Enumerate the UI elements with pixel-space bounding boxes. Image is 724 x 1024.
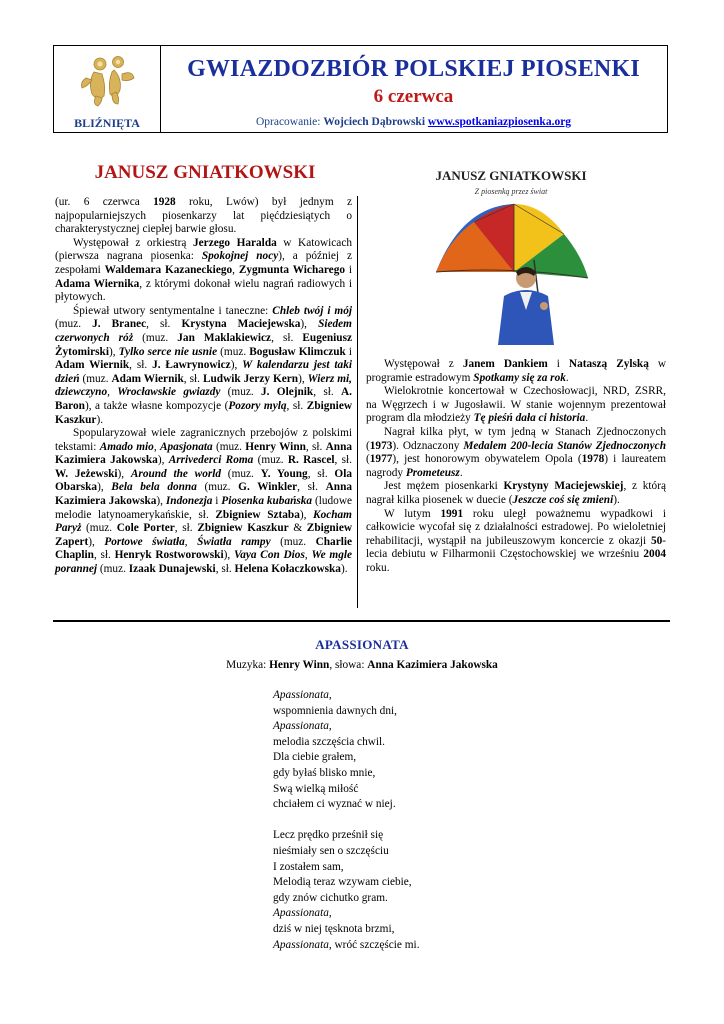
- credits-prefix: Opracowanie:: [255, 116, 324, 128]
- lyric-line: Dla ciebie grałem,: [273, 751, 357, 764]
- lyric-line: chciałem ci wyznać w niej.: [273, 798, 396, 811]
- page-title: GWIAZDOZBIÓR POLSKIEJ PIOSENKI: [187, 56, 640, 82]
- bio-paragraph: W lutym 1991 roku uległ poważnemu wypadkowi i całkowicie wycofał się z działalności estradowej. Po wieloletniej rehabilitacji, wystąpił na jubileuszowym koncercie z okazji 50-lecia debiutu w Filharmonii Częstochowskiej we wrześniu 2004 roku.: [366, 507, 666, 574]
- website-link[interactable]: www.spotkaniazpiosenka.org: [427, 116, 572, 128]
- lyric-line: Apassionata,: [273, 907, 332, 920]
- zodiac-cell: [54, 46, 161, 132]
- bio-paragraph: (ur. 6 czerwca 1928 roku, Lwów) był jednym z najpopularniejszych piosenkarzy lat pięćdziesiątych o charakterystycznej ciepłej barwie głosu.: [55, 196, 352, 236]
- song-credits: [0, 659, 724, 671]
- bio-left-column: [55, 196, 352, 577]
- section-divider: [53, 620, 670, 622]
- lyric-line: Melodią teraz wzywam ciebie,: [273, 876, 412, 889]
- lyric-line: melodia szczęścia chwil.: [273, 735, 385, 748]
- artist-heading: JANUSZ GNIATKOWSKI: [94, 162, 316, 183]
- page-header: [53, 45, 668, 133]
- column-divider: [357, 196, 358, 608]
- bio-paragraph: Nagrał kilka płyt, w tym jedną w Stanach Zjednoczonych (1973). Odznaczony Medalem 200-lecia Stanów Zjednoczonych (1977), jest honorowym obywatelem Opola (1978) i laureatem nagrody Prometeusz.: [366, 425, 666, 479]
- bio-paragraph: Występował z Janem Dankiem i Nataszą Zylską w programie estradowym Spotkamy się za rok.: [366, 358, 667, 384]
- lyric-line: Apassionata, wróć szczęście mi.: [273, 938, 420, 951]
- author-name: Wojciech Dąbrowski: [323, 116, 426, 128]
- words-author: Anna Kazimiera Jakowska: [367, 659, 498, 671]
- album-cover-photo: [422, 160, 600, 345]
- lyric-line: Apassionata,: [273, 720, 332, 733]
- lyric-line: nieśmiały sen o szczęściu: [273, 844, 389, 857]
- photo-caption-title: JANUSZ GNIATKOWSKI: [435, 168, 587, 183]
- photo-caption-subtitle: Z piosenką przez świat: [474, 187, 548, 196]
- credits-line: [160, 116, 667, 128]
- lyric-line: I zostałem sam,: [273, 860, 344, 873]
- bio-right-column: [366, 358, 666, 576]
- lyric-line: Apassionata,: [273, 689, 332, 701]
- song-title: APASSIONATA: [315, 637, 409, 652]
- bio-paragraph: Spopularyzował wiele zagranicznych przebojów z polskimi tekstami: Amado mio, Apasjonata (muz. Henry Winn, sł. Anna Kazimiera Jakowska), Arrivederci Roma (muz. R. Rascel, sł. W. Jeżewski), Around the world (muz. Y. Young, sł. Ola Obarska), Bela bela donna (muz. G. Winkler, sł. Anna Kazimiera Jakowska), Indonezja i Piosenka kubańska (ludowe melodie latynoamerykańskie, sł. Zbigniew Sztaba), Kocham Paryż (muz. Cole Porter, sł. Zbigniew Kaszkur & Zbigniew Zapert), Portowe światła, Światła rampy (muz. Charlie Chaplin, sł. Henryk Rostworowski), Vaya Con Dios, We mgle porannej (muz. Izaak Dunajewski, sł. Helena Kołaczkowska).: [55, 427, 353, 576]
- music-label: Muzyka:: [226, 659, 270, 671]
- lyric-line: wspomnienia dawnych dni,: [273, 704, 397, 717]
- bio-paragraph: Wielokrotnie koncertował w Czechosłowacji, NRD, ZSRR, na Węgrzech i w Jugosławii. W stanie wojennym prezentował program dla młodzieży Tę pieśń dała ci historia.: [366, 385, 666, 425]
- music-author: Henry Winn: [269, 659, 330, 671]
- bio-paragraph: Śpiewał utwory sentymentalne i taneczne: Chleb twój i mój (muz. J. Branec, sł. Krystyna Maciejewska), Siedem czerwonych róż (muz. Jan Maklakiewicz, sł. Eugeniusz Żytomirski), Tylko serce nie usnie (muz. Bogusław Klimczuk i Adam Wiernik, sł. J. Ławrynowicz), W kalendarzu jest taki dzień (muz. Adam Wiernik, sł. Ludwik Jerzy Kern), Wierz mi, dziewczyno, Wrocławskie gwiazdy (muz. J. Olejnik, sł. A. Baron), a także własne kompozycje (Pozory mylą, sł. Zbigniew Kaszkur).: [55, 304, 353, 426]
- page-date: 6 czerwca: [373, 86, 454, 107]
- lyric-line: dziś w niej tęsknota brzmi,: [273, 922, 395, 935]
- song-lyrics: [273, 688, 420, 953]
- bio-paragraph: Występował z orkiestrą Jerzego Haralda w Katowicach (pierwsza nagrana piosenka: Spokojnej nocy), a później z zespołami Waldemara Kazaneckiego, Zygmunta Wicharego i Adama Wiernika, z którymi dokonał wielu nagrań radiowych i płytowych.: [55, 236, 352, 304]
- words-label: , słowa:: [329, 659, 368, 671]
- zodiac-sign-label: BLIŹNIĘTA: [74, 116, 140, 130]
- lyric-line: Lecz prędko prześnił się: [273, 829, 384, 842]
- gemini-twins-icon: [76, 52, 140, 108]
- lyric-line: Swą wielką miłość: [273, 782, 359, 795]
- lyric-line: gdy znów cichutko gram.: [273, 891, 388, 904]
- lyric-line: gdy byłaś blisko mnie,: [273, 766, 376, 779]
- bio-paragraph: Jest mężem piosenkarki Krystyny Maciejewskiej, z którą nagrał kilka piosenek w duecie (Jeszcze coś się zmieni).: [366, 480, 666, 506]
- stanza-gap: [273, 813, 420, 829]
